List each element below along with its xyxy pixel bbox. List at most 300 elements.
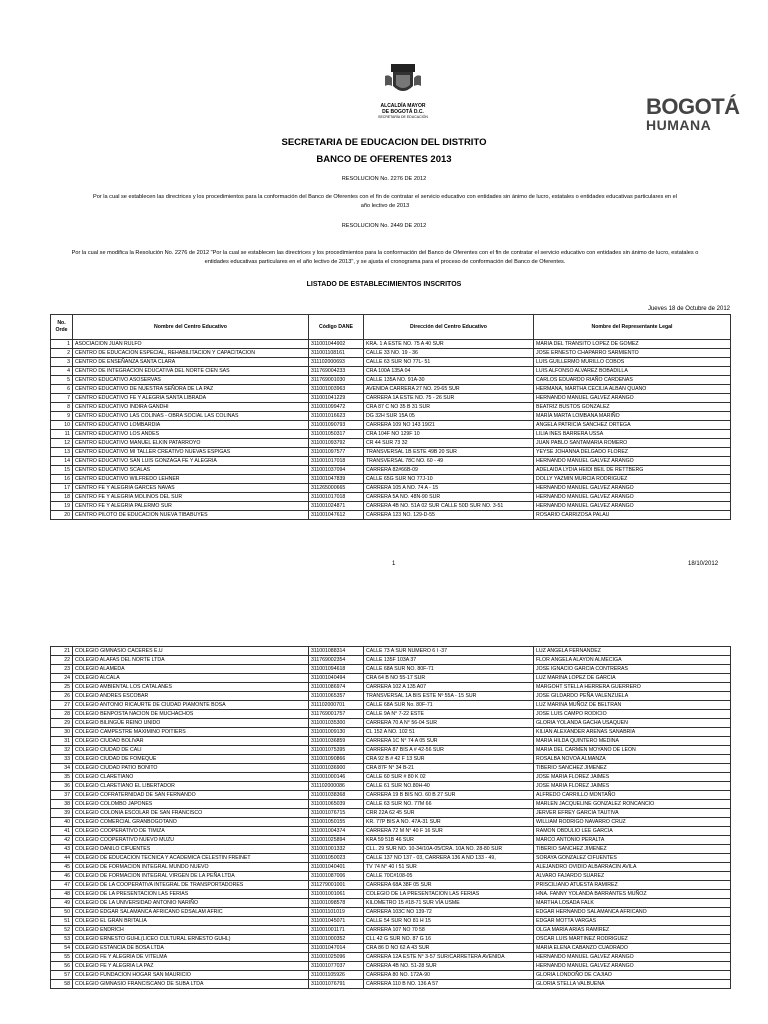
seal-line3: SECRETARÍA DE EDUCACIÓN (378, 115, 428, 119)
school-address: CALLE 63 SUR NO. 77M 66 (364, 800, 534, 809)
row-number: 10 (51, 421, 73, 430)
dane-code: 311001047612 (309, 511, 364, 520)
school-address: CARRERA 70 A N° 56-04 SUR (364, 719, 534, 728)
dane-code: 311001001171 (309, 926, 364, 935)
row-number: 9 (51, 412, 73, 421)
table-row (51, 755, 731, 764)
dane-code: 311001105926 (309, 971, 364, 980)
table-row (51, 385, 731, 394)
legal-representative: BEATRIZ BUSTOS GONZALEZ (534, 403, 731, 412)
table-row (51, 854, 731, 863)
legal-representative: LILIA INES BARRERA USSA (534, 430, 731, 439)
legal-representative: LUIS GUILLERMO MURILLO COBOS (534, 358, 731, 367)
row-number: 35 (51, 773, 73, 782)
row-number: 30 (51, 728, 73, 737)
row-number: 34 (51, 764, 73, 773)
legal-representative: HERNANDO MANUEL GALVEZ ARANGO (534, 394, 731, 403)
school-name: COLEGIO ERNESTO GUHL(LICEO CULTURAL ERNESTO GUHL) (73, 935, 309, 944)
legal-representative: MARGOHT STELLA HERRERA GUERRERO (534, 683, 731, 692)
dane-code: 311769004233 (309, 367, 364, 376)
table-row (51, 926, 731, 935)
legal-representative: ADELAIDA LYDIA HEIDI BEIL DE RETTBERG (534, 466, 731, 475)
row-number: 21 (51, 647, 73, 656)
legal-representative: HNA. FANNY YOLANDA BARRANTES MUÑOZ (534, 890, 731, 899)
table-row (51, 935, 731, 944)
table-row (51, 665, 731, 674)
school-name: COLEGIO ANTONIO RICAURTE DE CIUDAD PIAMONTE BOSA (73, 701, 309, 710)
table-row (51, 439, 731, 448)
legal-representative: JERVER EFREY GARCIA TAUTIVA (534, 809, 731, 818)
establishments-table-continued (50, 646, 731, 989)
table-row (51, 349, 731, 358)
legal-representative: PRISCILIANO ATUESTA RAMIREZ (534, 881, 731, 890)
dane-code: 311769001030 (309, 376, 364, 385)
row-number: 43 (51, 845, 73, 854)
legal-representative: OSCAR LUIS MARTINEZ RODRIGUEZ (534, 935, 731, 944)
school-name: COLEGIO CIUDAD DE FOMEQUE (73, 755, 309, 764)
dane-code: 311001001332 (309, 845, 364, 854)
dane-code: 311001090793 (309, 421, 364, 430)
dane-code: 311001017018 (309, 457, 364, 466)
table-body-page1 (51, 340, 731, 520)
legal-representative: ROSARIO CARRIZOSA PALAU (534, 511, 731, 520)
row-number: 40 (51, 818, 73, 827)
page-title: SECRETARIA DE EDUCACION DEL DISTRITO (281, 137, 487, 148)
school-name: CENTRO EDUCATIVO INDIRA GANDHI (73, 403, 309, 412)
row-number: 41 (51, 827, 73, 836)
row-number: 18 (51, 493, 73, 502)
legal-representative: DOLLY YAZMIN MURCIA RODRIGUEZ (534, 475, 731, 484)
table-row (51, 358, 731, 367)
school-name: COLEGIO CLARETIANO (73, 773, 309, 782)
legal-representative: TIBERIO SANCHEZ JIMENEZ (534, 845, 731, 854)
school-address: CRA 100A 135A 04 (364, 367, 534, 376)
school-address: TV 74 N° 40 I 51 SUR (364, 863, 534, 872)
table-row (51, 890, 731, 899)
school-address: CLL. 29 SUR NO. 10-34/10A-05/CRA. 10A NO. 28-80 SUR (364, 845, 534, 854)
dane-code: 311001035300 (309, 719, 364, 728)
table-row (51, 430, 731, 439)
dane-code: 311001001061 (309, 890, 364, 899)
row-number: 56 (51, 962, 73, 971)
school-address: TRANSVERSAL 1B ESTE 49B 20 SUR (364, 448, 534, 457)
dane-code: 311001024871 (309, 502, 364, 511)
legal-representative: ALEJANDRO OVIDIO ALBARRACIN AVILA (534, 863, 731, 872)
table-row (51, 737, 731, 746)
legal-representative: MARIA DEL TRANSITO LOPEZ DE GOMEZ (534, 340, 731, 349)
dane-code: 311001009130 (309, 728, 364, 737)
table-row (51, 980, 731, 989)
school-name: COLEGIO CIUDAD BOLIVAR (73, 737, 309, 746)
school-address: CRR 22A 62 45 SUR (364, 809, 534, 818)
dane-code: 311001097577 (309, 448, 364, 457)
school-address: KRA 59 51B 46 SUR (364, 836, 534, 845)
seal-line1: ALCALDÍA MAYOR (380, 103, 426, 109)
legal-representative: JOSE LUIS CAMPO RODICIO (534, 710, 731, 719)
school-name: COLEGIO AMBIENTAL LOS CATALANES (73, 683, 309, 692)
dane-code: 311102000693 (309, 358, 364, 367)
school-name: COLEGIO EL GRAN BRITALIA (73, 917, 309, 926)
school-address: CALLE 65G SUR NO 77J-10 (364, 475, 534, 484)
table-row (51, 872, 731, 881)
school-address: CRA 104F NO 129F 10 (364, 430, 534, 439)
legal-representative: HERNANDO MANUEL GALVEZ ARANGO (534, 484, 731, 493)
school-name: COLEGIO FE Y ALEGRIA DE VITELMA (73, 953, 309, 962)
row-number: 47 (51, 881, 73, 890)
table-row (51, 863, 731, 872)
legal-representative: LUZ ANGELA FERNANDEZ (534, 647, 731, 656)
dane-code: 311001050023 (309, 854, 364, 863)
school-address: CALLE 9A N° 7-22 ESTE (364, 710, 534, 719)
school-address: CALLE 68A SUR NO. 80F-71 (364, 665, 534, 674)
school-name: CENTRO EDUCATIVO DE NUESTRA SEÑORA DE LA PAZ (73, 385, 309, 394)
dane-code: 311001000352 (309, 935, 364, 944)
school-address: CARRERA 110 B NO. 136 A 57 (364, 980, 534, 989)
school-address: CARRERA 107 NO 70 58 (364, 926, 534, 935)
school-address: CALLE 135A NO. 91A-30 (364, 376, 534, 385)
table-row (51, 719, 731, 728)
school-name: CENTRO DE ENSEÑANZA SANTA CLARA (73, 358, 309, 367)
school-address: DG 32H SUR 15A 05 (364, 412, 534, 421)
school-address: CR 44 SUR 73 32 (364, 439, 534, 448)
school-name: CENTRO EDUCATIVO LOS ANDES (73, 430, 309, 439)
table-row (51, 800, 731, 809)
page-number: 1 (392, 561, 396, 567)
establishments-table (50, 314, 731, 520)
row-number: 7 (51, 394, 73, 403)
resolution-2-text: Por la cual se modifica la Resolución No. 2276 de 2012 "Por la cual se establecen las directrices y los procedimientos para la conformación del Banco de Oferentes con el fin de contratar el servicio educativo con entidades sin ánimo de lucro, estatales o entidades educativas particulares en el año lectivo de 2013", y se ajusta el cronograma para el proceso de conformación del Banco de Oferentes. (71, 250, 699, 265)
table-row (51, 908, 731, 917)
dane-code: 311001038368 (309, 791, 364, 800)
school-name: COLEGIO CLARETIANO EL LIBERTADOR (73, 782, 309, 791)
row-number: 57 (51, 971, 73, 980)
table-row (51, 502, 731, 511)
table-row (51, 475, 731, 484)
school-address: CARRERA 4B NO. 51A 02 SUR CALLE 50D SUR NO. 3-51 (364, 502, 534, 511)
school-address: CALLE 137 NO 137 - 03, CARRERA 136 A NO 133 - 49, (364, 854, 534, 863)
legal-representative: MARLEN JACQUELINE GONZALEZ RONCANCIO (534, 800, 731, 809)
school-address: KILOMETRO 15 #18-71 SUR VÍA USME (364, 899, 534, 908)
legal-representative: KILIAN ALEXANDER ARENAS SANABRIA (534, 728, 731, 737)
school-name: CENTRO EDUCATIVO SCALAS (73, 466, 309, 475)
school-name: CENTRO EDUCATIVO FE Y ALEGRIA SANTA LIBRADA (73, 394, 309, 403)
dane-code: 311102000701 (309, 701, 364, 710)
row-number: 49 (51, 899, 73, 908)
school-address: KRA. 1 A ESTE NO. 75 A 40 SUR (364, 340, 534, 349)
dane-code: 311001088314 (309, 647, 364, 656)
legal-representative: JOSE ERNESTO CHAPARRO SARMIENTO (534, 349, 731, 358)
logo-line1: BOGOTÁ (646, 94, 740, 119)
legal-representative: JOSE MARIA FLOREZ JAIMES (534, 773, 731, 782)
table-row (51, 412, 731, 421)
table-row (51, 403, 731, 412)
dane-code: 311001047014 (309, 944, 364, 953)
row-number: 55 (51, 953, 73, 962)
school-name: CENTRO EDUCATIVO LOMBARDIA (73, 421, 309, 430)
row-number: 29 (51, 719, 73, 728)
school-name: COLEGIO FUNDACION HOGAR SAN MAURICIO (73, 971, 309, 980)
legal-representative: HERNANDO MANUEL GALVEZ ARANGO (534, 962, 731, 971)
report-date: Jueves 18 de Octubre de 2012 (647, 306, 730, 312)
dane-code: 311102000086 (309, 782, 364, 791)
school-name: COLEGIO EDGAR SALAMANCA AFRICANO EDSALAM AFRIC (73, 908, 309, 917)
school-address: KR. 77P BIS A NO. 47A-31 SUR (364, 818, 534, 827)
row-number: 31 (51, 737, 73, 746)
legal-representative: MARIA HILDA QUINTERO MEDINA (534, 737, 731, 746)
dane-code: 311001065039 (309, 800, 364, 809)
school-address: CALLE 60 SUR # 80 K 02 (364, 773, 534, 782)
school-name: COLEGIO BILINGÜE REINO UNIDO (73, 719, 309, 728)
resolution-1-title: RESOLUCION No. 2276 DE 2012 (341, 176, 427, 182)
table-row (51, 656, 731, 665)
table-row (51, 421, 731, 430)
school-address: CARRERA 109 NO 143 19/21 (364, 421, 534, 430)
dane-code: 311001037094 (309, 466, 364, 475)
dane-code: 311001108161 (309, 349, 364, 358)
row-number: 16 (51, 475, 73, 484)
table-row (51, 962, 731, 971)
row-number: 27 (51, 701, 73, 710)
legal-representative: OLGA MARIA ARIAS RAMIREZ (534, 926, 731, 935)
dane-code: 311001050155 (309, 818, 364, 827)
school-address: CRA 92 B # 42 F 13 SUR (364, 755, 534, 764)
legal-representative: MARIA ELENA CABANZO CUADRADO (534, 944, 731, 953)
dane-code: 311001000146 (309, 773, 364, 782)
legal-representative: JOSE MARIA FLOREZ JAIMES (534, 782, 731, 791)
school-address: CALLE 68A SUR No. 80F-71 (364, 701, 534, 710)
school-name: CENTRO EDUCATIVO MI TALLER CREATIVO NUEVAS ESPIGAS (73, 448, 309, 457)
dane-code: 311001076791 (309, 980, 364, 989)
school-name: COLEGIO ESTANCIA DE BOSA LTDA (73, 944, 309, 953)
table-row (51, 647, 731, 656)
row-number: 15 (51, 466, 73, 475)
school-name: COLEGIO DANILO CIFUENTES (73, 845, 309, 854)
legal-representative: HERNANDO MANUEL GALVEZ ARANGO (534, 493, 731, 502)
school-name: COLEGIO DE FORMACION INTEGRAL VIRGEN DE LA PEÑA LTDA (73, 872, 309, 881)
row-number: 38 (51, 800, 73, 809)
legal-representative: SORAYA GONZALEZ CIFUENTES (534, 854, 731, 863)
school-address: CARRERA 80 NO. 172A-90 (364, 971, 534, 980)
row-number: 26 (51, 692, 73, 701)
school-name: COLEGIO FE Y ALEGRIA LA PAZ (73, 962, 309, 971)
row-number: 6 (51, 385, 73, 394)
dane-code: 311001101019 (309, 908, 364, 917)
legal-representative: MARCO ANTONIO PERALTA (534, 836, 731, 845)
school-address: CARRERA 82#66B-09 (364, 466, 534, 475)
school-name: COLEGIO COMERCIAL GRANBOGOTANO (73, 818, 309, 827)
dane-code: 311001040494 (309, 674, 364, 683)
legal-representative: GLORIA YOLANDA GACHA USAQUEN (534, 719, 731, 728)
legal-representative: MARIA DEL CARMEN MOYANO DE LEON (534, 746, 731, 755)
table-row (51, 466, 731, 475)
school-address: CALLE 73 A SUR NUMERO 6 I -37 (364, 647, 534, 656)
dane-code: 311001094618 (309, 665, 364, 674)
table-row (51, 953, 731, 962)
school-name: COLEGIO BENPOSTA NACION DE MUCHACHOS (73, 710, 309, 719)
table-row (51, 944, 731, 953)
legal-representative: CARLOS EDUARDO RIAÑO CARDENAS (534, 376, 731, 385)
school-address: CALLE 54 SUR NO 81 H 15 (364, 917, 534, 926)
table-row (51, 692, 731, 701)
school-name: COLEGIO DE LA COOPERATIVA INTEGRAL DE TRANSPORTADORES (73, 881, 309, 890)
school-name: CENTRO EDUCATIVO MANUEL ELKIN PATARROYO (73, 439, 309, 448)
dane-code: 311001017018 (309, 493, 364, 502)
bogota-humana-logo (646, 94, 740, 133)
row-number: 58 (51, 980, 73, 989)
school-address: CALLE 135F 103A 37 (364, 656, 534, 665)
legal-representative: TIBERIO SANCHEZ JIMENEZ (534, 764, 731, 773)
coat-of-arms-icon (383, 62, 423, 98)
school-name: CENTRO FE Y ALEGRIA GARCES NAVAS (73, 484, 309, 493)
table-row (51, 448, 731, 457)
school-address: CARRERA 1C N° 74 A 05 SUR (364, 737, 534, 746)
dane-code: 311279001001 (309, 881, 364, 890)
col-name: Nombre del Centro Educativo (73, 315, 309, 340)
row-number: 32 (51, 746, 73, 755)
school-name: CENTRO EDUCATIVO SAN LUIS GONZAGA FE Y ALEGRIA (73, 457, 309, 466)
dane-code: 311001040401 (309, 863, 364, 872)
dane-code: 311001076715 (309, 809, 364, 818)
legal-representative: ANGELA PATRICIA SANCHEZ ORTEGA (534, 421, 731, 430)
legal-representative: FLOR ANGELA ALAYON ALMECIGA (534, 656, 731, 665)
legal-representative: LUIS ALFONSO ALVAREZ BOBADILLA (534, 367, 731, 376)
row-number: 52 (51, 926, 73, 935)
table-row (51, 809, 731, 818)
school-address: CRA 87F N° 34 B-21 (364, 764, 534, 773)
table-row (51, 971, 731, 980)
school-name: CENTRO EDUCATIVO LAS COLINAS - OBRA SOCIAL LAS COLINAS (73, 412, 309, 421)
dane-code: 311001004374 (309, 827, 364, 836)
school-address: CARRERA 4B NO. 51-28 SUR (364, 962, 534, 971)
row-number: 22 (51, 656, 73, 665)
school-address: CARRERA 103C NO 139-72 (364, 908, 534, 917)
school-name: COLEGIO CIUDAD PATIO BONITO (73, 764, 309, 773)
dane-code: 311001003963 (309, 385, 364, 394)
school-name: COLEGIO COLONIA ESCOLAR DE SAN FRANCISCO (73, 809, 309, 818)
school-name: COLEGIO GIMNASIO CACERES E.U (73, 647, 309, 656)
legal-representative: JOSE GILDARDO PEÑA VALENZUELA (534, 692, 731, 701)
row-number: 14 (51, 457, 73, 466)
row-number: 17 (51, 484, 73, 493)
row-number: 23 (51, 665, 73, 674)
school-address: CARRERA 19 B BIS NO. 60 B 27 SUR (364, 791, 534, 800)
footer-date: 18/10/2012 (688, 561, 719, 567)
legal-representative: ALVARO FAJARDO SUAREZ (534, 872, 731, 881)
row-number: 2 (51, 349, 73, 358)
table-row (51, 701, 731, 710)
dane-code: 311001090866 (309, 755, 364, 764)
school-name: COLEGIO ENDRICH (73, 926, 309, 935)
school-address: CARRERA 105 A NO. 74 A - 15 (364, 484, 534, 493)
dane-code: 311001045071 (309, 917, 364, 926)
school-address: CALLE 33 NO. 19 - 36 (364, 349, 534, 358)
table-row (51, 710, 731, 719)
table-row (51, 340, 731, 349)
row-number: 48 (51, 890, 73, 899)
row-number: 50 (51, 908, 73, 917)
col-dane: Código DANE (309, 315, 364, 340)
row-number: 20 (51, 511, 73, 520)
school-name: CENTRO FE Y ALEGRIA MOLINOS DEL SUR (73, 493, 309, 502)
school-name: CENTRO PILOTO DE EDUCACION NUEVA TIBABUYES (73, 511, 309, 520)
table-row (51, 493, 731, 502)
row-number: 46 (51, 872, 73, 881)
school-address: CARRERA 102 A 135 A07 (364, 683, 534, 692)
legal-representative: JUAN PABLO SANTAMARIA ROMERO (534, 439, 731, 448)
legal-representative: ALFREDO CARRILLO MONTAÑO (534, 791, 731, 800)
row-number: 11 (51, 430, 73, 439)
seal-line2: DE BOGOTÁ D.C. (382, 109, 424, 115)
school-address: CARRERA 123 NO. 129-D-55 (364, 511, 534, 520)
row-number: 19 (51, 502, 73, 511)
school-name: COLEGIO ANDRES ESCOBAR (73, 692, 309, 701)
legal-representative: GLORIA STELLA VALBUENA (534, 980, 731, 989)
logo-line2: HUMANA (646, 117, 712, 133)
legal-representative: ROSALBA NOVOA ALMANZA (534, 755, 731, 764)
table-row (51, 683, 731, 692)
table-row (51, 511, 731, 520)
row-number: 37 (51, 791, 73, 800)
table-row (51, 917, 731, 926)
school-name: COLEGIO COOPERATIVO DE TIMIZA (73, 827, 309, 836)
row-number: 33 (51, 755, 73, 764)
row-number: 4 (51, 367, 73, 376)
school-name: COLEGIO COFRATERNIDAD DE SAN FERNANDO (73, 791, 309, 800)
school-name: CENTRO DE EDUCACION ESPECIAL, REHABILITACION Y CAPACITACION (73, 349, 309, 358)
table-row (51, 746, 731, 755)
school-name: CENTRO DE INTEGRACION EDUCATIVA DEL NORTE CIEN SAS (73, 367, 309, 376)
dane-code: 311001025894 (309, 836, 364, 845)
row-number: 25 (51, 683, 73, 692)
row-number: 36 (51, 782, 73, 791)
table-row (51, 773, 731, 782)
legal-representative: LUZ MARINA MUÑOZ DE BELTRAN (534, 701, 731, 710)
resolution-1-text: Por la cual se establecen las directrices y los procedimientos para la conformación del Banco de Oferentes con el fin de contratar el servicio educativo con entidades sin ánimo de lucro, estatales o entidades educativas particulares en el año lectivo de 2013 (93, 194, 677, 209)
table-row (51, 457, 731, 466)
col-rep: Nombre del Representante Legal (534, 315, 731, 340)
school-address: CRA 86 D NO 62 A 43 SUR (364, 944, 534, 953)
row-number: 53 (51, 935, 73, 944)
dane-code: 311001098578 (309, 899, 364, 908)
school-address: CARRERA 87 BIS A # 42-56 SUR (364, 746, 534, 755)
dane-code: 311001050317 (309, 430, 364, 439)
table-row (51, 367, 731, 376)
school-address: CL 152 A NO. 102 51 (364, 728, 534, 737)
table-row (51, 484, 731, 493)
legal-representative: LUZ MARINA LOPEZ DE GARCIA (534, 674, 731, 683)
legal-representative: GLORIA LONDOÑO DE CAJIAO (534, 971, 731, 980)
alcaldia-seal (368, 62, 438, 120)
row-number: 54 (51, 944, 73, 953)
table-row (51, 376, 731, 385)
table-row (51, 881, 731, 890)
legal-representative: HERNANDO MANUEL GALVEZ ARANGO (534, 502, 731, 511)
page-subtitle: BANCO DE OFERENTES 2013 (316, 154, 452, 165)
row-number: 39 (51, 809, 73, 818)
dane-code: 311001086974 (309, 683, 364, 692)
table-row (51, 782, 731, 791)
dane-code: 311001041229 (309, 394, 364, 403)
table-row (51, 836, 731, 845)
dane-code: 311769001757 (309, 710, 364, 719)
school-address: CARRERA 12A ESTE N° 3-57 SUR/CARRETERA AVENIDA (364, 953, 534, 962)
legal-representative: HERMANA, MARTHA CECILIA ALBAN QUANO (534, 385, 731, 394)
legal-representative: EDGAR HERNANDO SALAMANCA AFRICANO (534, 908, 731, 917)
table-row (51, 728, 731, 737)
legal-representative: YEYSE JOHANNA DELGADO FLOREZ (534, 448, 731, 457)
school-name: COLEGIO DE EDUCACION TECNICA Y ACADEMICA CELESTIN FREINET (73, 854, 309, 863)
dane-code: 311001047839 (309, 475, 364, 484)
